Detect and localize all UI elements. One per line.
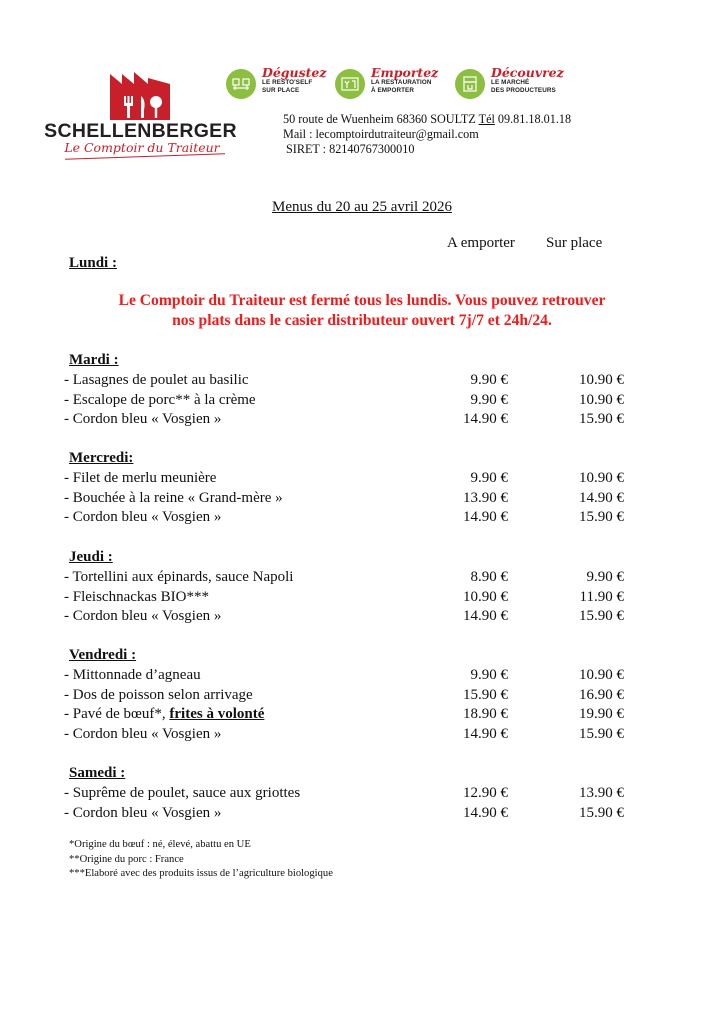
dish-text: - Cordon bleu « Vosgien »: [64, 804, 222, 821]
mail: Mail : lecomptoirdutraiteur@gmail.com: [283, 127, 479, 141]
menu-item: [64, 706, 624, 725]
price-onsite: 14.90 €: [579, 489, 624, 506]
service-emportez: [335, 66, 438, 106]
service-line1: LA RESTAURATION: [371, 79, 432, 86]
service-line2: À EMPORTER: [371, 86, 414, 94]
dish-name: [64, 509, 221, 526]
day-heading: Jeudi :: [69, 549, 113, 565]
column-header-takeaway: A emporter: [447, 235, 515, 251]
footnote: *Origine du bœuf : né, élevé, abattu en UE: [69, 839, 251, 850]
day-heading: Mercredi:: [69, 450, 134, 466]
service-decouvrez: [455, 66, 564, 106]
dish-name: [64, 589, 209, 606]
service-line1: LE RESTO'SELF: [262, 79, 313, 86]
price-onsite: 9.90 €: [586, 569, 624, 585]
price-takeaway: 9.90 €: [470, 667, 508, 683]
dish-text: - Cordon bleu « Vosgien »: [64, 608, 222, 624]
market-icon: [455, 69, 485, 99]
price-takeaway: 13.90 €: [463, 489, 508, 506]
dish-highlight: frites à volonté: [169, 706, 265, 722]
logo-icon: [108, 70, 172, 120]
dish-text: - Filet de merlu meunière: [64, 470, 217, 486]
price-takeaway: 8.90 €: [470, 569, 508, 585]
menu-item: [64, 608, 624, 627]
price-takeaway: 14.90 €: [463, 725, 508, 742]
footnote: **Origine du porc : France: [69, 853, 184, 865]
day-heading: Vendredi :: [69, 647, 137, 663]
dish-text: - Cordon bleu « Vosgien »: [64, 725, 222, 742]
dish-text: - Cordon bleu « Vosgien »: [64, 509, 222, 525]
price-takeaway: 14.90 €: [463, 608, 508, 624]
page-title: Menus du 20 au 25 avril 2026: [272, 199, 452, 215]
dish-text: - Suprême de poulet, sauce aux griottes: [64, 785, 301, 801]
dish-name: [64, 687, 253, 704]
price-onsite: 15.90 €: [579, 509, 624, 525]
dish-text: - Escalope de porc** à la crème: [64, 391, 256, 408]
siret: SIRET : 82140767300010: [286, 142, 415, 156]
price-takeaway: 14.90 €: [463, 411, 508, 427]
dish-name: [64, 372, 249, 389]
price-takeaway: 18.90 €: [463, 706, 508, 722]
dish-name: [64, 490, 283, 507]
price-onsite: 10.90 €: [579, 470, 624, 486]
price-takeaway: 9.90 €: [470, 470, 508, 486]
menu-item: [64, 785, 624, 804]
dish-name: [64, 392, 256, 409]
dish-text: - Pavé de bœuf*,: [64, 706, 170, 722]
dish-name: [64, 785, 300, 802]
price-takeaway: 14.90 €: [463, 804, 508, 821]
footnotes: [69, 838, 333, 882]
price-onsite: 15.90 €: [579, 411, 624, 427]
takeaway-icon: [335, 69, 365, 99]
service-line2: DES PRODUCTEURS: [491, 86, 556, 94]
menu-item: [64, 392, 624, 411]
dish-name: [64, 805, 221, 822]
footnote: ***Elaboré avec des produits issus de l’agriculture biologique: [69, 868, 333, 879]
price-onsite: 13.90 €: [579, 785, 624, 801]
menu-item: [64, 470, 624, 489]
service-line2: SUR PLACE: [262, 86, 300, 94]
price-onsite: 15.90 €: [579, 804, 624, 821]
price-onsite: 15.90 €: [579, 725, 624, 742]
closure-notice: [40, 291, 684, 331]
menu-item: [64, 569, 624, 588]
menu-item: [64, 372, 624, 391]
menu-item: [64, 687, 624, 706]
dish-text: - Bouchée à la reine « Grand-mère »: [64, 489, 283, 506]
dish-text: - Fleischnackas BIO***: [64, 588, 209, 605]
menu-item: [64, 490, 624, 509]
dish-text: - Dos de poisson selon arrivage: [64, 686, 253, 703]
column-header-onsite: Sur place: [546, 235, 603, 251]
price-onsite: 16.90 €: [579, 686, 624, 703]
service-script: Emportez: [371, 65, 439, 80]
menu-item: [64, 589, 624, 608]
service-line1: LE MARCHÉ: [491, 79, 530, 86]
menu-item: [64, 509, 624, 528]
company-tagline: Le Comptoir du Traiteur: [64, 140, 220, 155]
price-onsite: 10.90 €: [579, 667, 624, 683]
dish-name: [64, 608, 221, 625]
service-degustez: [226, 66, 326, 106]
price-takeaway: 12.90 €: [463, 785, 508, 801]
dish-text: - Cordon bleu « Vosgien »: [64, 411, 222, 427]
menu-item: [64, 667, 624, 686]
dish-name: [64, 470, 216, 487]
dish-name: [64, 726, 221, 743]
price-onsite: 19.90 €: [579, 706, 624, 722]
dish-text: - Tortellini aux épinards, sauce Napoli: [64, 569, 294, 585]
tel: 09.81.18.01.18: [494, 112, 572, 126]
day-heading: Mardi :: [69, 352, 119, 368]
menu-item: [64, 726, 624, 745]
restaurant-icon: [226, 69, 256, 99]
dish-text: - Lasagnes de poulet au basilic: [64, 372, 249, 388]
dish-name: [64, 667, 201, 684]
price-takeaway: 9.90 €: [470, 372, 508, 388]
address: 50 route de Wuenheim 68360 SOULTZ: [283, 112, 476, 126]
day-heading: Samedi :: [69, 765, 126, 781]
contact-block: [283, 112, 571, 157]
company-name: SCHELLENBERGER: [44, 120, 237, 142]
menu-item: [64, 805, 624, 824]
price-onsite: 10.90 €: [579, 372, 624, 388]
price-onsite: 15.90 €: [579, 608, 624, 624]
price-takeaway: 10.90 €: [463, 588, 508, 605]
notice-line1: Le Comptoir du Traiteur est fermé tous les lundis. Vous pouvez retrouver: [118, 292, 606, 309]
service-script: Dégustez: [262, 65, 327, 80]
day-heading-lundi: Lundi :: [69, 255, 117, 271]
price-takeaway: 14.90 €: [463, 509, 508, 525]
price-onsite: 11.90 €: [579, 588, 624, 605]
address-line: [283, 112, 571, 127]
service-script: Découvrez: [491, 65, 564, 80]
dish-name: [64, 569, 293, 586]
tel-label: Tél: [478, 112, 495, 126]
price-onsite: 10.90 €: [579, 391, 624, 408]
notice-line2: nos plats dans le casier distributeur ouvert 7j/7 et 24h/24.: [172, 312, 552, 329]
menu-item: [64, 411, 624, 430]
dish-name: [64, 411, 221, 428]
dish-name: [64, 706, 264, 723]
price-takeaway: 15.90 €: [463, 686, 508, 703]
price-takeaway: 9.90 €: [470, 391, 508, 408]
dish-text: - Mittonnade d’agneau: [64, 667, 201, 683]
